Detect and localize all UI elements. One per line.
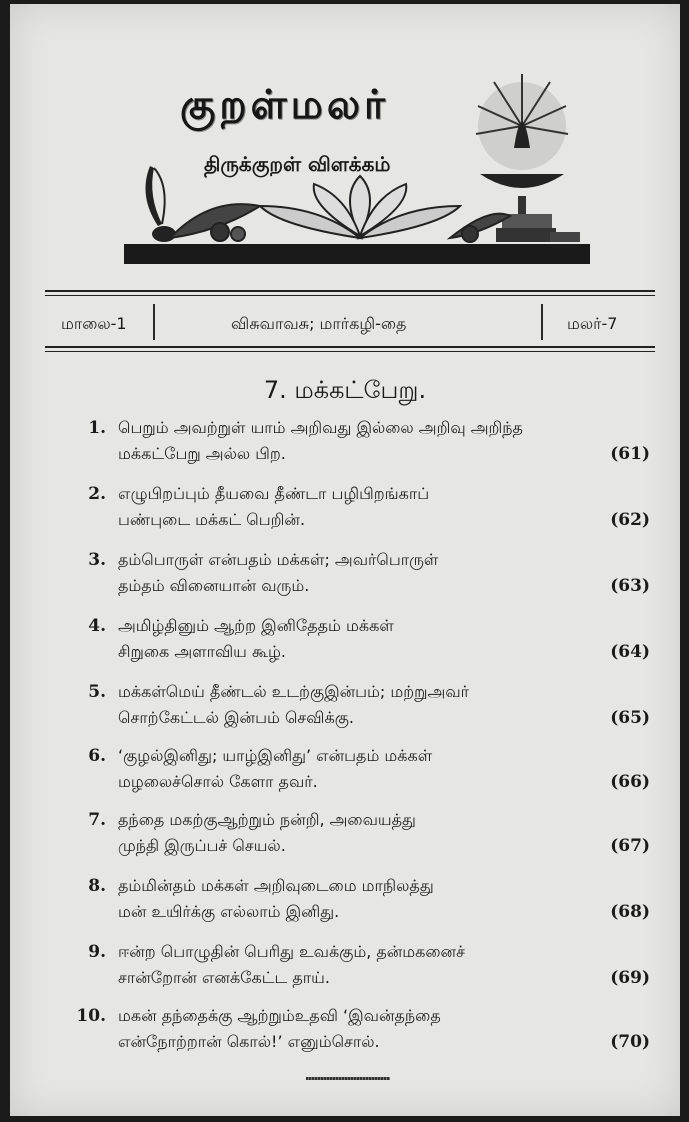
verse-number: 3.	[88, 550, 106, 570]
verse-line-2: மக்கட்பேறு அல்ல பிற.	[118, 444, 286, 463]
verse-item	[10, 1006, 680, 1066]
verse-item	[10, 942, 680, 1002]
end-ornament-rule	[306, 1077, 390, 1080]
issue-number: மலர்-7	[567, 314, 618, 333]
verse-line-1: அமிழ்தினும் ஆற்ற இனிதேதம் மக்கள்	[118, 616, 394, 635]
verse-item	[10, 810, 680, 870]
chapter-title: 7. மக்கட்பேறு.	[263, 376, 427, 404]
bottom-rule-1	[45, 346, 655, 348]
verse-number: 2.	[88, 484, 106, 504]
issue-date: விசுவாவசு; மார்கழி-தை	[231, 314, 407, 333]
issue-volume: மாலை-1	[61, 314, 127, 333]
verse-reference: (67)	[610, 836, 650, 856]
top-rule-1	[45, 290, 655, 292]
verse-item	[10, 550, 680, 610]
book-page	[10, 4, 680, 1116]
verse-line-1: எழுபிறப்பும் தீயவை தீண்டா பழிபிறங்காப்	[118, 484, 430, 503]
verse-line-2: என்நோற்றான் கொல்!’ எனும்சொல்.	[118, 1032, 380, 1051]
verse-reference: (65)	[610, 708, 650, 728]
verse-line-2: பண்புடை மக்கட் பெறின்.	[118, 510, 306, 529]
verse-line-2: தம்தம் வினையான் வரும்.	[118, 576, 310, 595]
verse-line-1: மக்கள்மெய் தீண்டல் உடற்குஇன்பம்; மற்றுஅவர்	[118, 682, 469, 701]
verse-reference: (69)	[610, 968, 650, 988]
bottom-rule-2	[45, 351, 655, 352]
verse-reference: (63)	[610, 576, 650, 596]
books-icon	[496, 214, 580, 242]
verse-line-1: பெறும் அவற்றுள் யாம் அறிவது இல்லை அறிவு அறிந்த	[118, 418, 523, 437]
verse-number: 9.	[88, 942, 106, 962]
verse-reference: (61)	[610, 444, 650, 464]
verse-line-1: தந்தை மகற்குஆற்றும் நன்றி, அவையத்து	[118, 810, 416, 829]
verse-item	[10, 876, 680, 936]
verse-item	[10, 746, 680, 806]
header-base-bar	[124, 244, 590, 264]
verse-number: 7.	[88, 810, 106, 830]
magazine-subtitle: திருக்குறள் விளக்கம்	[204, 152, 391, 176]
verse-line-1: ‘குழல்இனிது; யாழ்இனிது’ என்பதம் மக்கள்	[118, 746, 433, 765]
verse-line-2: மழலைச்சொல் கேளா தவர்.	[118, 772, 318, 791]
verse-reference: (62)	[610, 510, 650, 530]
verse-reference: (68)	[610, 902, 650, 922]
verse-number: 4.	[88, 616, 106, 636]
verse-line-1: மகன் தந்தைக்கு ஆற்றும்உதவி ‘இவன்தந்தை	[118, 1006, 441, 1025]
verse-number: 10.	[76, 1006, 106, 1026]
magazine-title: குறள்மலர்	[180, 82, 389, 128]
verse-line-2: முந்தி இருப்பச் செயல்.	[118, 836, 286, 855]
verse-line-2: சான்றோன் எனக்கேட்ட தாய்.	[118, 968, 330, 987]
verse-line-2: சொற்கேட்டல் இன்பம் செவிக்கு.	[118, 708, 354, 727]
verse-line-2: சிறுகை அளாவிய கூழ்.	[118, 642, 286, 661]
verse-reference: (66)	[610, 772, 650, 792]
verse-line-1: ஈன்ற பொழுதின் பெரிது உவக்கும், தன்மகனைச்	[118, 942, 465, 961]
verse-line-1: தம்பொருள் என்பதம் மக்கள்; அவர்பொருள்	[118, 550, 439, 569]
verse-reference: (70)	[610, 1032, 650, 1052]
quill-icon	[146, 166, 177, 242]
verse-number: 1.	[88, 418, 106, 438]
issue-separator-left	[153, 304, 155, 340]
verse-item	[10, 484, 680, 544]
verse-item	[10, 616, 680, 676]
verse-line-2: மன் உயிர்க்கு எல்லாம் இனிது.	[118, 902, 340, 921]
verse-item	[10, 682, 680, 742]
issue-info-bar	[45, 294, 655, 350]
verse-item	[10, 418, 680, 478]
lotus-icon	[170, 176, 510, 242]
verse-number: 8.	[88, 876, 106, 896]
verse-reference: (64)	[610, 642, 650, 662]
verse-number: 6.	[88, 746, 106, 766]
verse-number: 5.	[88, 682, 106, 702]
lamp-icon	[476, 74, 568, 230]
verse-line-1: தம்மின்தம் மக்கள் அறிவுடைமை மாநிலத்து	[118, 876, 434, 895]
issue-separator-right	[541, 304, 543, 340]
